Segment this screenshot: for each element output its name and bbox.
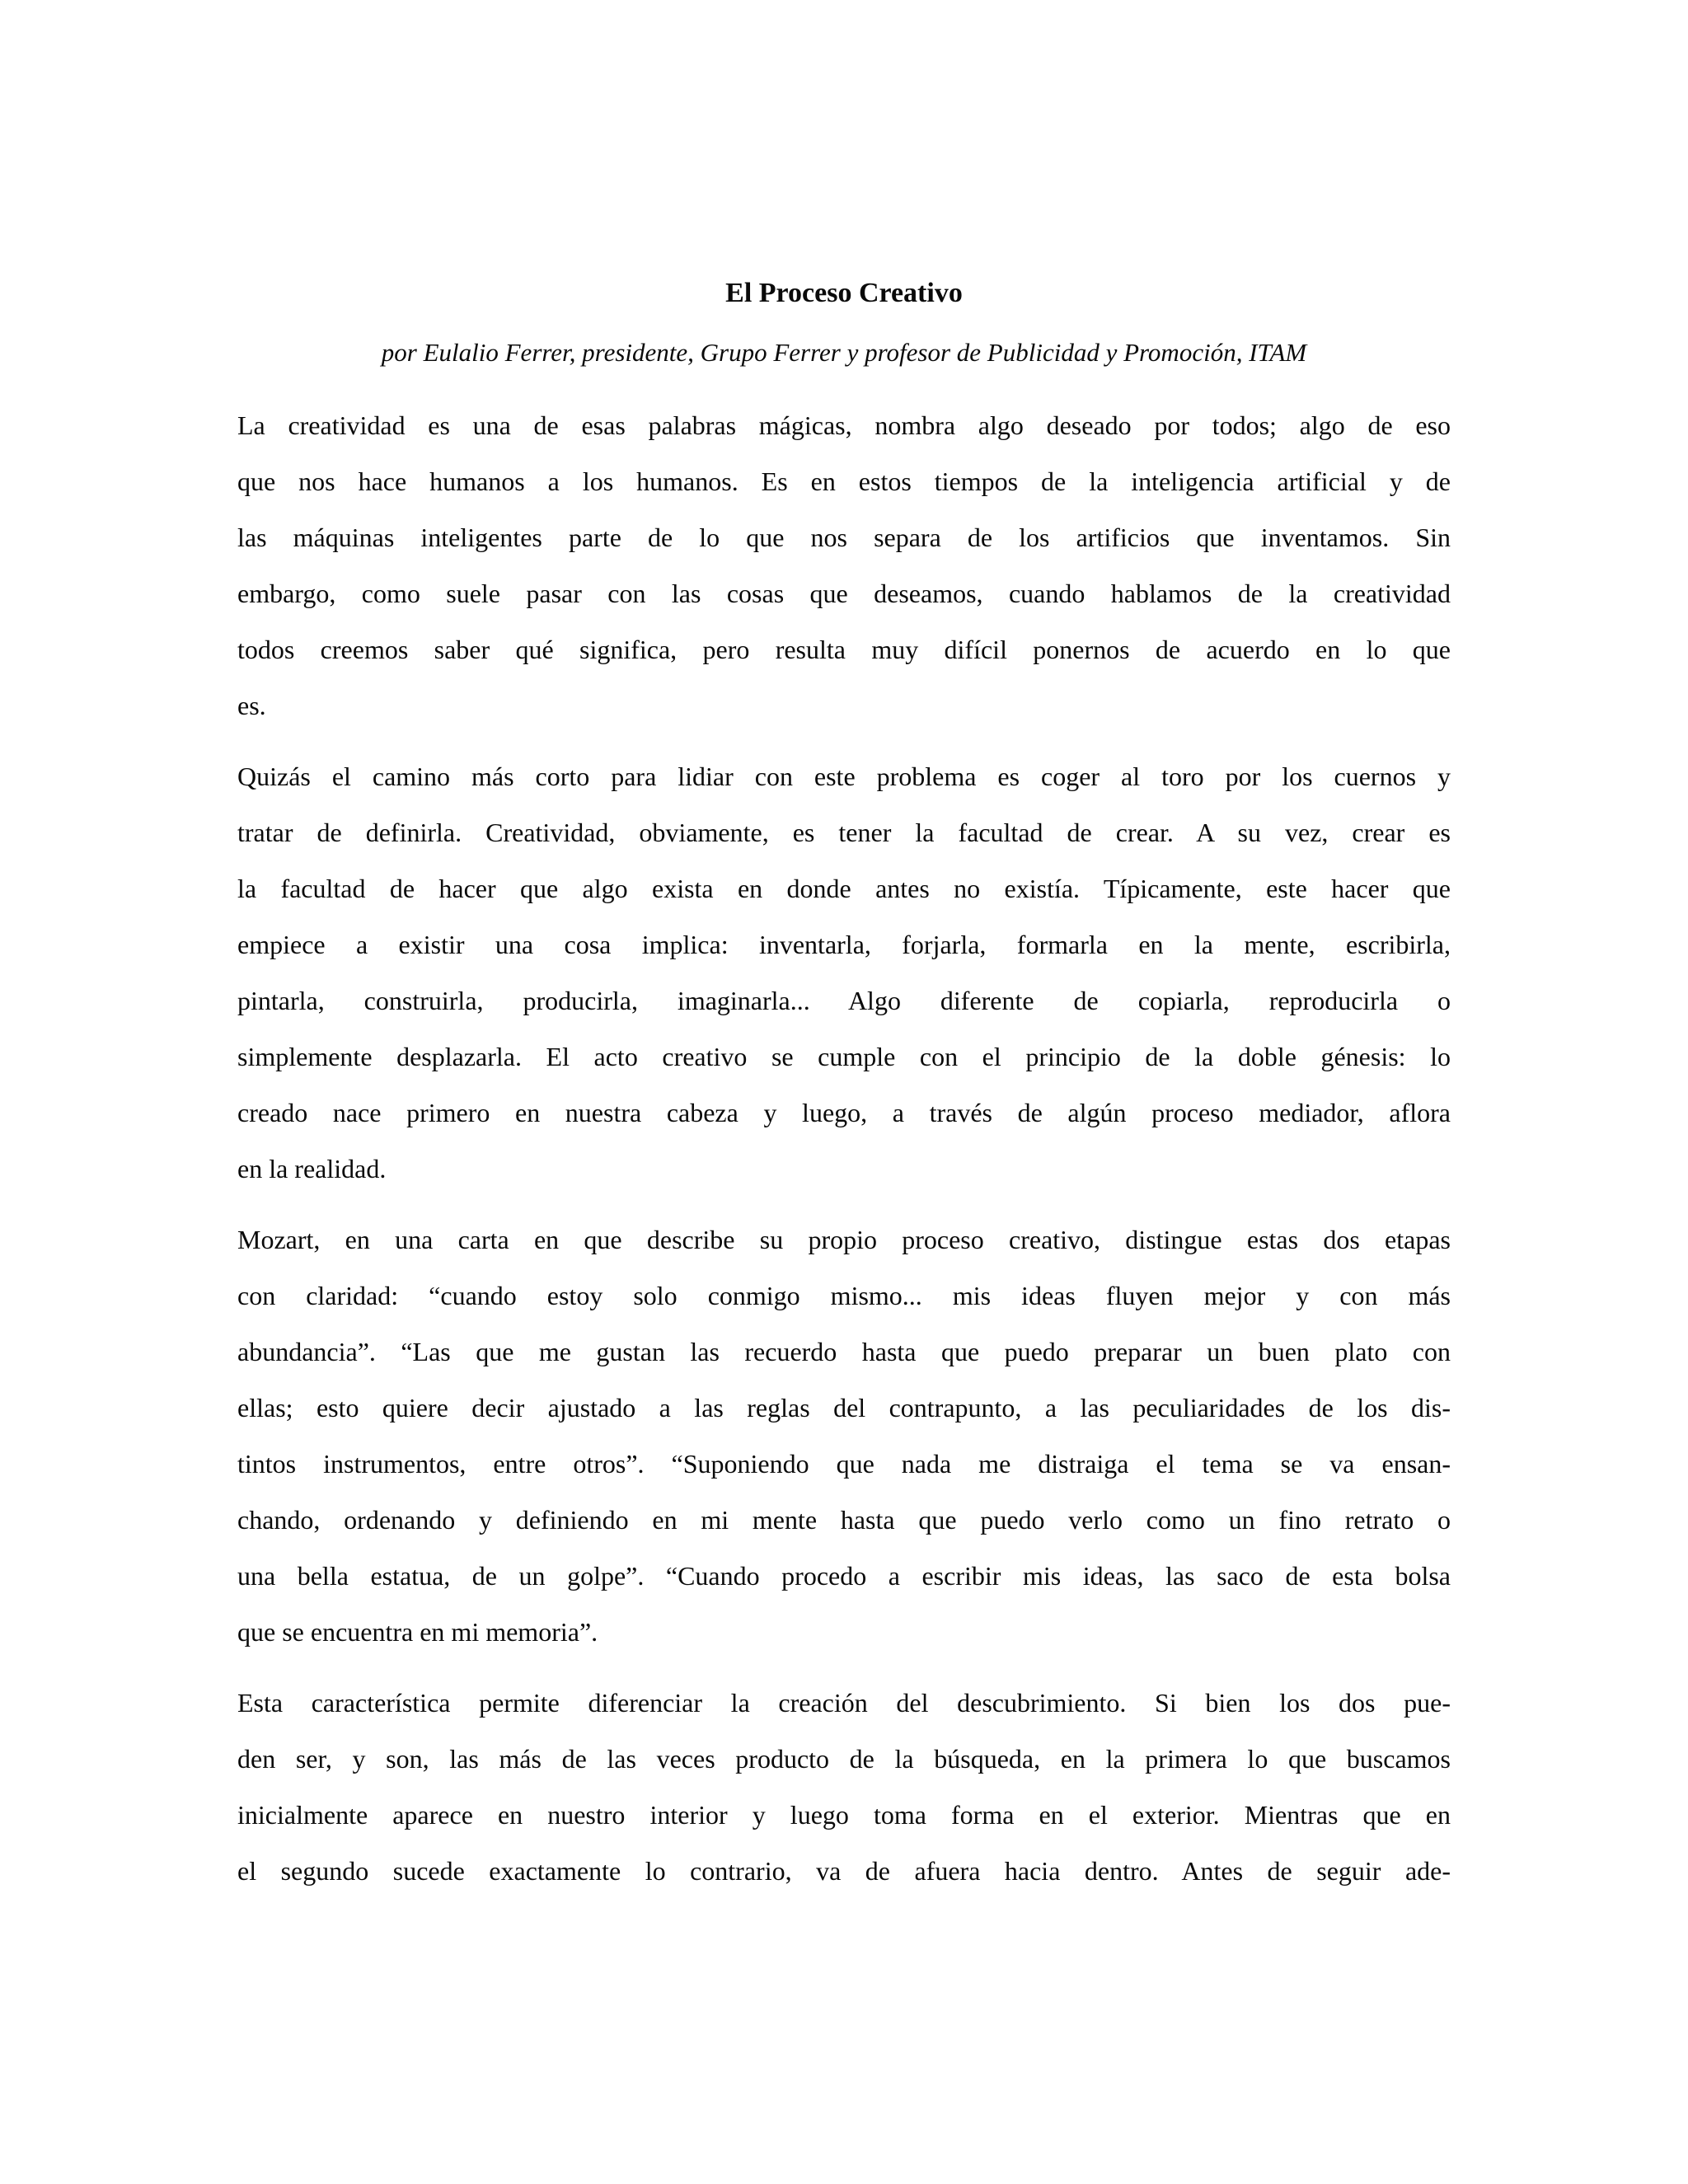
paragraph-2	[237, 748, 1451, 1197]
document-content	[237, 0, 1451, 1914]
paragraph-1	[237, 397, 1451, 733]
text-line: pintarla, construirla, producirla, imaginarla... Algo diferente de copiarla, reproducirla o	[237, 986, 1451, 1015]
text-line: Quizás el camino más corto para lidiar con este problema es coger al toro por los cuernos y	[237, 762, 1451, 791]
text-line: que se encuentra en mi memoria”.	[237, 1617, 598, 1647]
text-line: chando, ordenando y definiendo en mi mente hasta que puedo verlo como un fino retrato o	[237, 1505, 1451, 1535]
text-line: las máquinas inteligentes parte de lo que nos separa de los artificios que inventamos. Sin	[237, 523, 1451, 552]
text-line: tratar de definirla. Creatividad, obviamente, es tener la facultad de crear. A su vez, crear es	[237, 818, 1451, 847]
text-line: con claridad: “cuando estoy solo conmigo mismo... mis ideas fluyen mejor y con más	[237, 1281, 1451, 1310]
document-title: El Proceso Creativo	[725, 278, 963, 308]
paragraph-3	[237, 1212, 1451, 1660]
text-line: es.	[237, 691, 266, 720]
text-line: la facultad de hacer que algo exista en donde antes no existía. Típicamente, este hacer que	[237, 874, 1451, 903]
text-line: La creatividad es una de esas palabras mágicas, nombra algo deseado por todos; algo de eso	[237, 410, 1451, 440]
text-line: embargo, como suele pasar con las cosas que deseamos, cuando hablamos de la creatividad	[237, 579, 1451, 608]
text-line: todos creemos saber qué significa, pero resulta muy difícil ponernos de acuerdo en lo que	[237, 635, 1451, 664]
text-line: creado nace primero en nuestra cabeza y luego, a través de algún proceso mediador, aflora	[237, 1098, 1451, 1127]
text-line: Mozart, en una carta en que describe su propio proceso creativo, distingue estas dos etapas	[237, 1225, 1451, 1254]
text-line: empiece a existir una cosa implica: inventarla, forjarla, formarla en la mente, escribirla,	[237, 930, 1451, 959]
text-line: inicialmente aparece en nuestro interior y luego toma forma en el exterior. Mientras que en	[237, 1800, 1451, 1830]
text-line: en la realidad.	[237, 1154, 387, 1183]
text-line: abundancia”. “Las que me gustan las recuerdo hasta que puedo preparar un buen plato con	[237, 1337, 1451, 1366]
text-line: den ser, y son, las más de las veces producto de la búsqueda, en la primera lo que buscamos	[237, 1744, 1451, 1774]
paragraph-4	[237, 1675, 1451, 1899]
text-line: ellas; esto quiere decir ajustado a las reglas del contrapunto, a las peculiaridades de los dis-	[237, 1393, 1451, 1422]
text-line: que nos hace humanos a los humanos. Es en estos tiempos de la inteligencia artificial y de	[237, 466, 1451, 496]
text-line: tintos instrumentos, entre otros”. “Suponiendo que nada me distraiga el tema se va ensan-	[237, 1449, 1451, 1479]
text-line: simplemente desplazarla. El acto creativo se cumple con el principio de la doble génesis: lo	[237, 1042, 1451, 1071]
text-line: el segundo sucede exactamente lo contrario, va de afuera hacia dentro. Antes de seguir ade-	[237, 1856, 1451, 1886]
document-byline: por Eulalio Ferrer, presidente, Grupo Ferrer y profesor de Publicidad y Promoción, ITAM	[381, 338, 1307, 367]
text-line: una bella estatua, de un golpe”. “Cuando procedo a escribir mis ideas, las saco de esta bolsa	[237, 1561, 1451, 1591]
text-line: Esta característica permite diferenciar la creación del descubrimiento. Si bien los dos pue-	[237, 1688, 1451, 1718]
